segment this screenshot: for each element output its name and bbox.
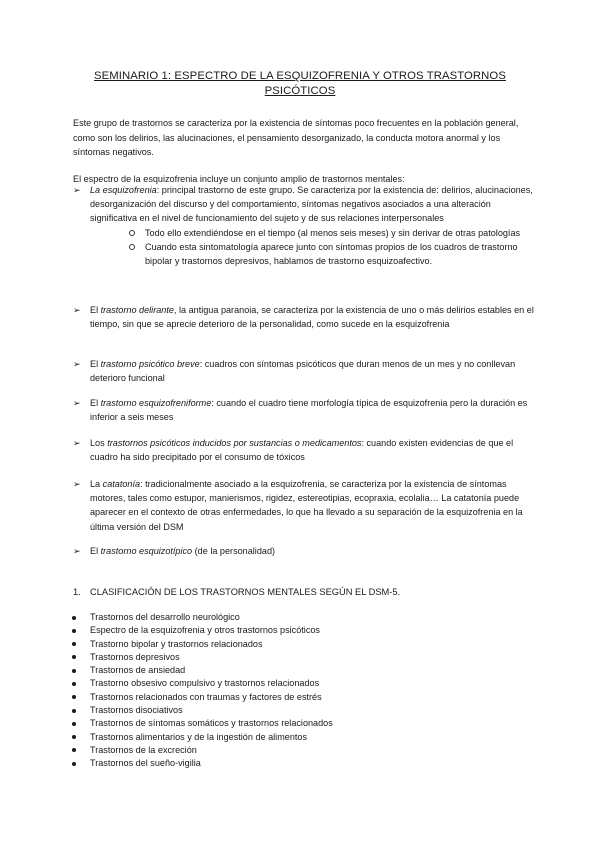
disorder-item: [73, 436, 537, 464]
section-number: 1.: [73, 587, 81, 597]
bullet-dot-icon: [72, 682, 76, 686]
arrow-bullet-icon: ➢: [73, 359, 81, 369]
arrow-bullet-icon: ➢: [73, 438, 81, 448]
disorder-prefix: Los: [90, 438, 108, 448]
disorder-item: [73, 303, 537, 331]
bullet-dot-icon: [72, 748, 76, 752]
page-title: [90, 69, 510, 99]
disorder-term: trastorno esquizotípico: [100, 546, 193, 556]
list-item: Trastornos alimentarios y de la ingestión de alimentos: [90, 731, 333, 744]
spectrum-intro: El espectro de la esquizofrenia incluye un conjunto amplio de trastornos mentales:: [73, 174, 405, 184]
disorder-text: : cuando existen evidencias de que el cuadro ha sido precipitado por el consumo de tóxicos: [90, 438, 514, 463]
arrow-bullet-icon: ➢: [73, 398, 81, 408]
list-item: Trastornos del sueño-vigilia: [90, 757, 333, 770]
bullet-dot-icon: [72, 695, 76, 699]
sub-list: [90, 226, 537, 269]
sub-item: Cuando esta sintomatología aparece junto con síntomas propios de los cuadros de trastorno bipolar y trastornos depresivos, hablamos de trastorno esquizoafectivo.: [145, 240, 547, 268]
bullet-dot-icon: [72, 616, 76, 620]
bullet-dot-icon: [72, 735, 76, 739]
disorder-item: [73, 544, 537, 558]
list-item: Trastornos disociativos: [90, 704, 333, 717]
disorder-text: (de la personalidad): [192, 546, 276, 556]
arrow-bullet-icon: ➢: [73, 185, 81, 195]
disorder-term: trastorno esquizofreniforme: [100, 398, 212, 408]
bullet-dot-icon: [72, 709, 76, 713]
list-item: Trastornos depresivos: [90, 651, 333, 664]
section-heading: [73, 585, 401, 599]
list-item: Trastornos del desarrollo neurológico: [90, 611, 333, 624]
disorder-text: : cuadros con síntomas psicóticos que duran menos de un mes y no conllevan deterioro funcional: [90, 359, 516, 384]
title-line-2: PSICÓTICOS: [264, 85, 336, 97]
section-heading-text: CLASIFICACIÓN DE LOS TRASTORNOS MENTALES SEGÚN EL DSM-5.: [90, 587, 401, 597]
disorder-term: La esquizofrenia: [90, 185, 157, 195]
bullet-dot-icon: [72, 655, 76, 659]
arrow-bullet-icon: ➢: [73, 546, 81, 556]
disorder-prefix: La: [90, 479, 103, 489]
bullet-dot-icon: [72, 722, 76, 726]
intro-paragraph: Este grupo de trastornos se caracteriza por la existencia de síntomas poco frecuentes en la población general, como son los delirios, las alucinaciones, el pensamiento desorganizado, la conducta motora anormal y los síntomas negativos.: [73, 118, 519, 158]
disorder-prefix: El: [90, 359, 101, 369]
disorder-item: [73, 477, 537, 534]
disorder-item: [73, 183, 537, 268]
bullet-dot-icon: [72, 642, 76, 646]
list-item: Trastorno bipolar y trastornos relacionados: [90, 638, 333, 651]
list-item: Espectro de la esquizofrenia y otros trastornos psicóticos: [90, 624, 333, 637]
bullet-dot-icon: [72, 629, 76, 633]
disorder-term: trastornos psicóticos inducidos por sustancias o medicamentos: [107, 438, 362, 448]
list-item: Trastornos de ansiedad: [90, 664, 333, 677]
disorder-text: : tradicionalmente asociado a la esquizofrenia, se caracteriza por la existencia de síntomas motores, tales como estupor, manierismos, rigidez, estereotipias, ecopraxia, ecolalia… La catatonía puede aparecer en el contexto de otras enfermedades, lo que ha llevado a su separación de la esquizofrenia en la última versión del DSM: [90, 479, 523, 532]
list-item: Trastornos de síntomas somáticos y trastornos relacionados: [90, 717, 333, 730]
arrow-bullet-icon: ➢: [73, 305, 81, 315]
list-item: Trastornos de la excreción: [90, 744, 333, 757]
classification-list: [90, 611, 333, 771]
disorder-text: : principal trastorno de este grupo. Se caracteriza por la existencia de: delirios, alucinaciones, desorganización del discurso y del comportamiento, síntomas negativos asociados a una alteración significativa en el nivel de funcionamiento del sujeto y de sus relaciones interpersonales: [90, 185, 533, 224]
disorder-term: trastorno delirante: [100, 305, 174, 315]
title-line-1: SEMINARIO 1: ESPECTRO DE LA ESQUIZOFRENIA Y OTROS TRASTORNOS: [94, 70, 506, 82]
bullet-dot-icon: [72, 762, 76, 766]
disorder-text: , la antigua paranoia, se caracteriza por la existencia de uno o más delirios estables en el tiempo, sin que se aprecie deterioro de la personalidad, como sucede en la esquizofrenia: [90, 305, 534, 330]
disorder-text: : cuando el cuadro tiene morfología típica de esquizofrenia pero la duración es inferior a seis meses: [90, 398, 528, 423]
disorder-term: catatonía: [102, 479, 141, 489]
disorder-prefix: El: [90, 546, 101, 556]
disorder-prefix: El: [90, 398, 101, 408]
circle-bullet-icon: [129, 244, 135, 250]
sub-item: Todo ello extendiéndose en el tiempo (al menos seis meses) y sin derivar de otras patologías: [145, 226, 547, 240]
bullet-dot-icon: [72, 669, 76, 673]
list-item: Trastornos relacionados con traumas y factores de estrés: [90, 691, 333, 704]
disorder-item: [73, 357, 537, 385]
disorder-prefix: El: [90, 305, 101, 315]
disorder-term: trastorno psicótico breve: [100, 359, 200, 369]
disorder-item: [73, 396, 537, 424]
arrow-bullet-icon: ➢: [73, 479, 81, 489]
list-item: Trastorno obsesivo compulsivo y trastornos relacionados: [90, 677, 333, 690]
circle-bullet-icon: [129, 230, 135, 236]
